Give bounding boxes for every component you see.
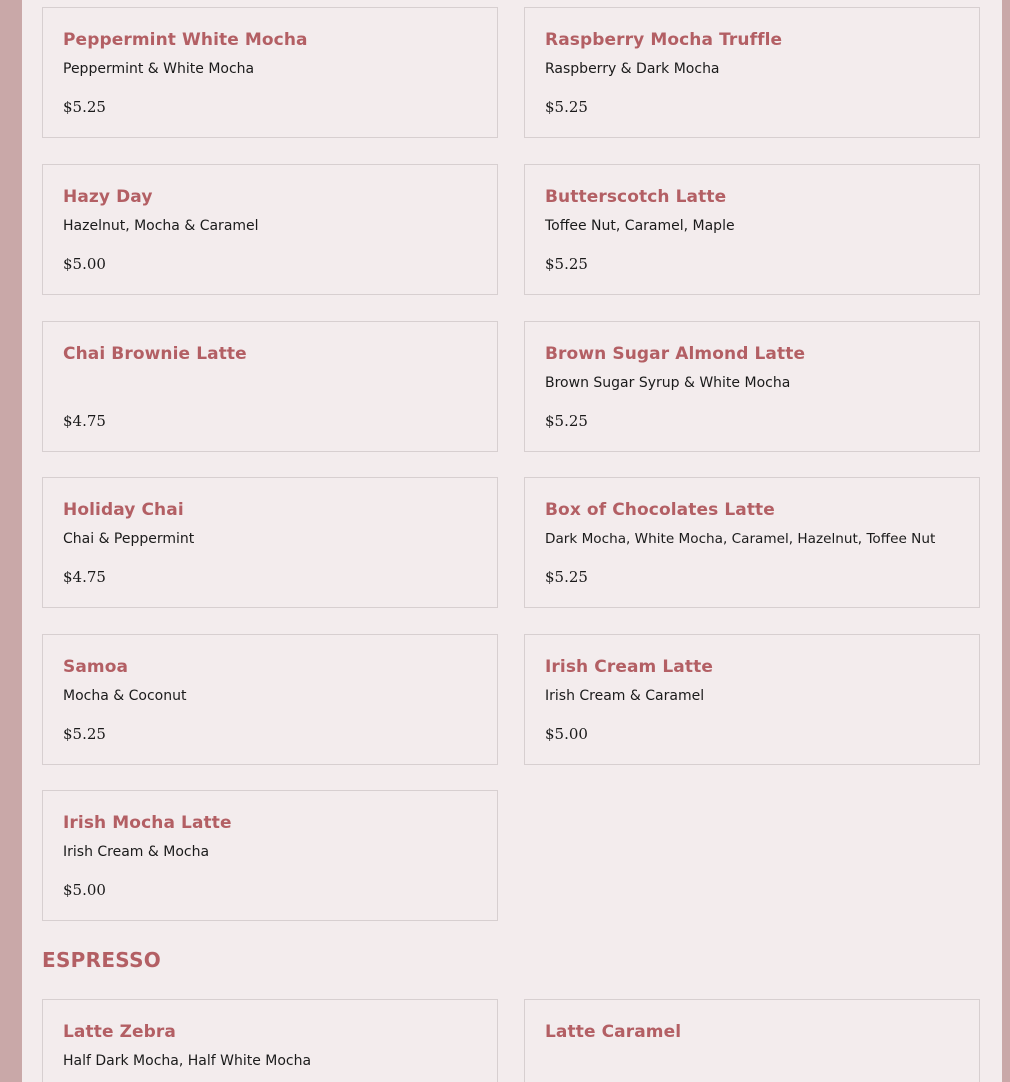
item-price: $5.25 bbox=[545, 255, 588, 273]
menu-item-card[interactable] bbox=[524, 7, 980, 138]
item-name: Raspberry Mocha Truffle bbox=[545, 30, 783, 50]
item-price: $5.25 bbox=[545, 568, 588, 586]
menu-item-card[interactable] bbox=[42, 321, 498, 452]
item-description: Irish Cream & Caramel bbox=[545, 688, 705, 704]
item-description: Chai & Peppermint bbox=[63, 531, 195, 547]
item-price: $5.25 bbox=[63, 725, 106, 743]
menu-item-card[interactable] bbox=[42, 634, 498, 765]
item-description: Half Dark Mocha, Half White Mocha bbox=[63, 1053, 312, 1069]
menu-item-card[interactable] bbox=[42, 164, 498, 295]
item-name: Irish Mocha Latte bbox=[63, 813, 232, 833]
item-name: Box of Chocolates Latte bbox=[545, 500, 775, 520]
item-description: Dark Mocha, White Mocha, Caramel, Hazelnut, Toffee Nut bbox=[545, 531, 936, 547]
item-name: Samoa bbox=[63, 657, 129, 677]
menu-item-card[interactable] bbox=[42, 999, 498, 1082]
item-description: Mocha & Coconut bbox=[63, 688, 187, 704]
menu-item-card[interactable] bbox=[42, 7, 498, 138]
section-title-espresso: ESPRESSO bbox=[42, 948, 162, 972]
item-price: $5.25 bbox=[63, 98, 106, 116]
item-name: Brown Sugar Almond Latte bbox=[545, 344, 806, 364]
menu-item-card[interactable] bbox=[524, 321, 980, 452]
item-price: $5.25 bbox=[545, 412, 588, 430]
menu-item-card[interactable] bbox=[42, 477, 498, 608]
menu-item-card[interactable] bbox=[42, 790, 498, 921]
item-price: $4.75 bbox=[63, 568, 106, 586]
item-name: Hazy Day bbox=[63, 187, 153, 207]
item-name: Irish Cream Latte bbox=[545, 657, 713, 677]
item-price: $5.00 bbox=[545, 725, 588, 743]
item-price: $5.00 bbox=[63, 255, 106, 273]
item-description: Raspberry & Dark Mocha bbox=[545, 61, 720, 77]
item-name: Chai Brownie Latte bbox=[63, 344, 247, 364]
item-name: Latte Caramel bbox=[545, 1022, 682, 1042]
item-price: $4.75 bbox=[63, 412, 106, 430]
item-price: $5.25 bbox=[545, 98, 588, 116]
item-description: Irish Cream & Mocha bbox=[63, 844, 210, 860]
item-name: Butterscotch Latte bbox=[545, 187, 727, 207]
item-description: Toffee Nut, Caramel, Maple bbox=[545, 218, 735, 234]
menu-item-card[interactable] bbox=[524, 477, 980, 608]
item-description: Hazelnut, Mocha & Caramel bbox=[63, 218, 259, 234]
menu-page bbox=[22, 0, 1002, 1082]
item-price: $5.00 bbox=[63, 881, 106, 899]
item-description: Brown Sugar Syrup & White Mocha bbox=[545, 375, 791, 391]
item-name: Latte Zebra bbox=[63, 1022, 176, 1042]
item-description: Peppermint & White Mocha bbox=[63, 61, 255, 77]
item-name: Holiday Chai bbox=[63, 500, 184, 520]
menu-item-card[interactable] bbox=[524, 999, 980, 1082]
item-name: Peppermint White Mocha bbox=[63, 30, 308, 50]
menu-item-card[interactable] bbox=[524, 634, 980, 765]
menu-item-card[interactable] bbox=[524, 164, 980, 295]
